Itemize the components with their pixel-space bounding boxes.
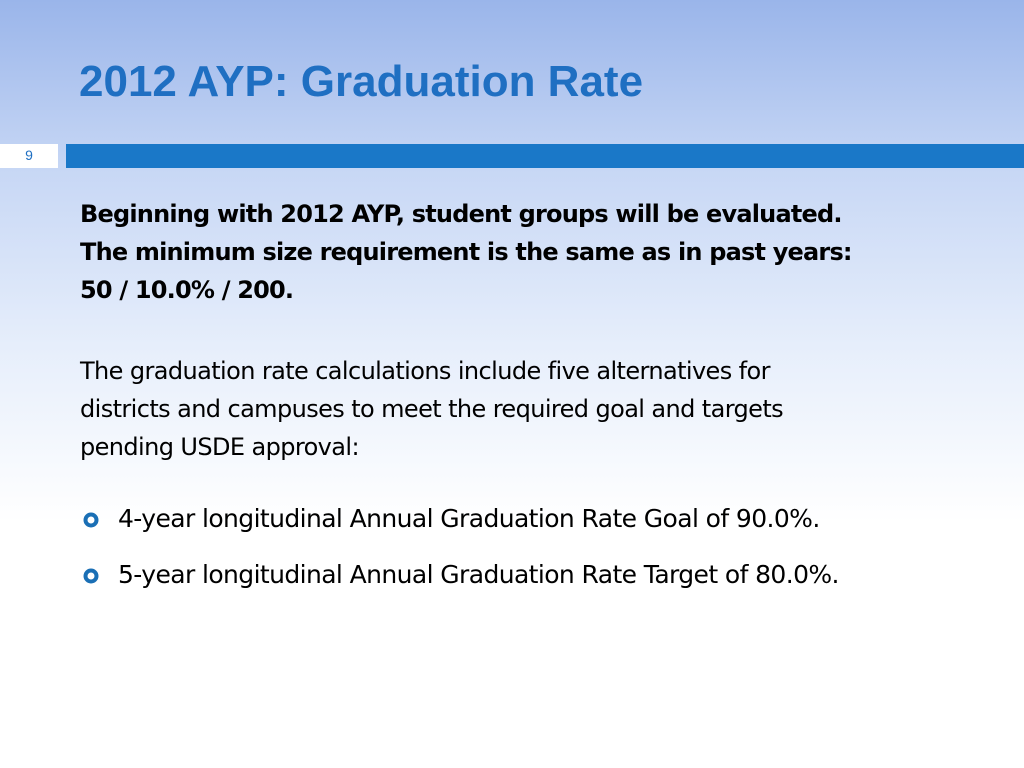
intro-line-2: The minimum size requirement is the same as in past years:	[80, 238, 852, 266]
bullet-text: 4-year longitudinal Annual Graduation Rate Goal of 90.0%.	[118, 504, 820, 533]
ring-bullet-icon	[83, 568, 99, 584]
bullet-list	[80, 500, 980, 612]
title-divider-bar	[66, 144, 1024, 168]
description-line-3: pending USDE approval:	[80, 433, 359, 461]
description-paragraph	[80, 352, 960, 466]
intro-line-1: Beginning with 2012 AYP, student groups will be evaluated.	[80, 200, 842, 228]
list-item	[80, 556, 980, 594]
slide-number: 9	[25, 147, 33, 163]
description-line-2: districts and campuses to meet the required goal and targets	[80, 395, 784, 423]
bullet-text: 5-year longitudinal Annual Graduation Rate Target of 80.0%.	[118, 560, 839, 589]
intro-paragraph	[80, 195, 960, 309]
description-line-1: The graduation rate calculations include five alternatives for	[80, 357, 770, 385]
ring-bullet-icon	[83, 512, 99, 528]
slide-title: 2012 AYP: Graduation Rate	[79, 57, 644, 106]
intro-line-3: 50 / 10.0% / 200.	[80, 276, 294, 304]
list-item	[80, 500, 980, 538]
